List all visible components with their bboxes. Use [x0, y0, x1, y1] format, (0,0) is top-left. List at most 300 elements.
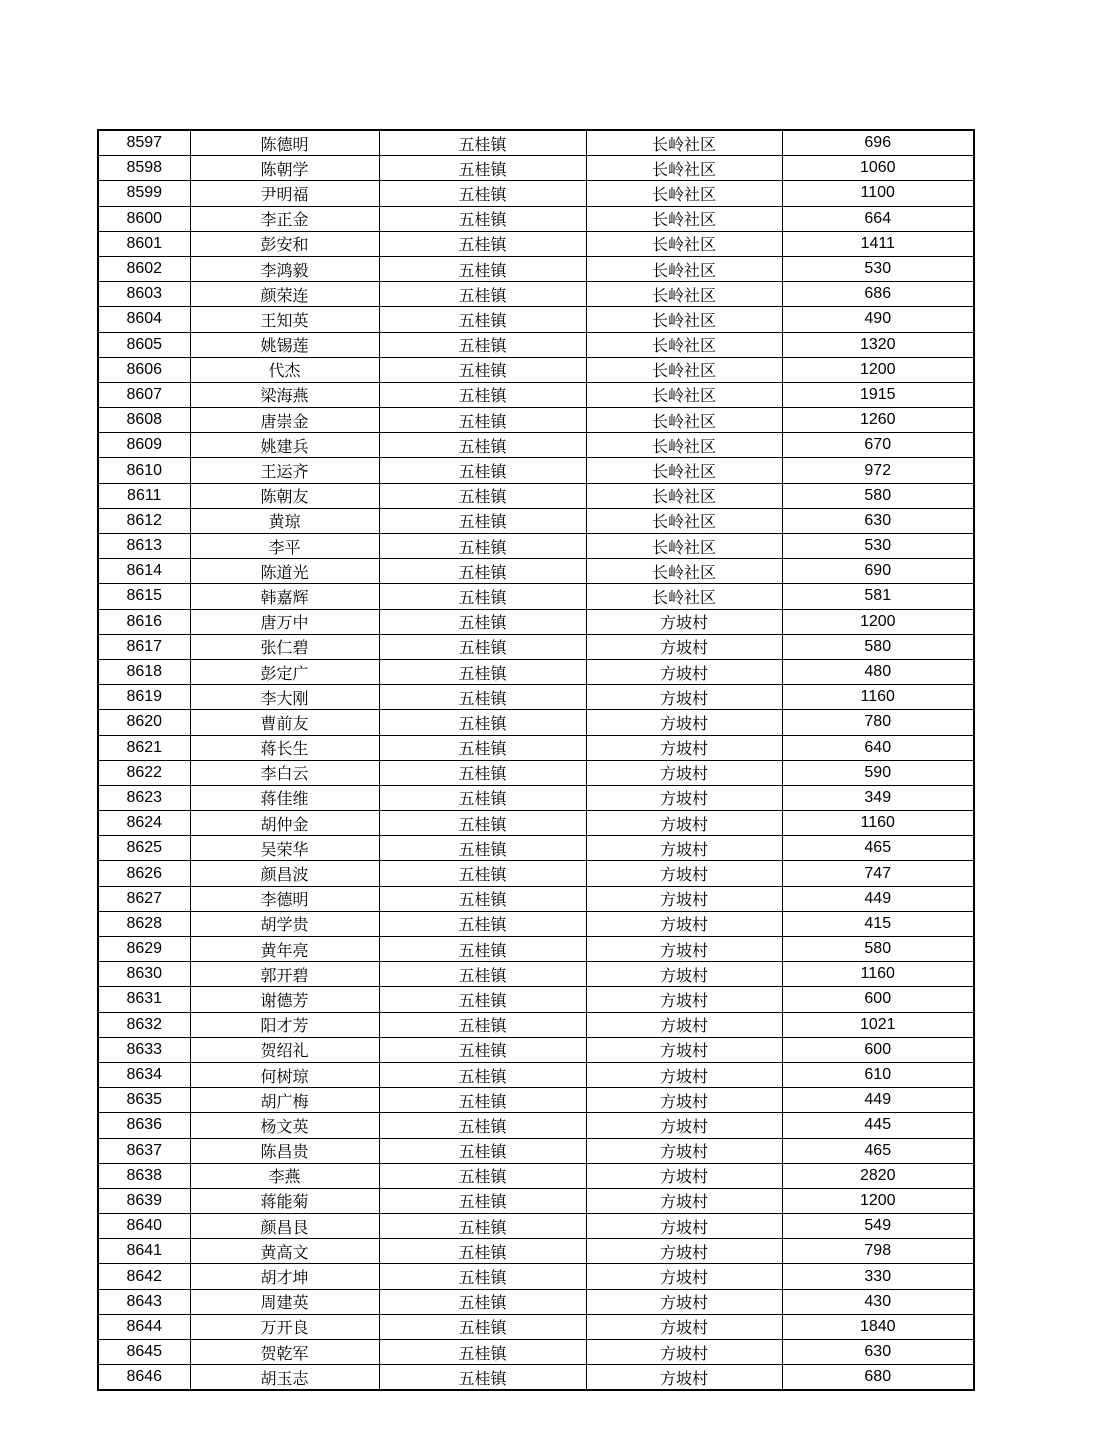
cell-town: 五桂镇 [379, 811, 586, 836]
cell-id: 8627 [98, 886, 190, 911]
cell-amount: 590 [782, 760, 974, 785]
cell-name: 吴荣华 [190, 836, 379, 861]
cell-village: 长岭社区 [586, 357, 782, 382]
table-row [98, 483, 974, 508]
cell-name: 梁海燕 [190, 382, 379, 407]
cell-id: 8643 [98, 1289, 190, 1314]
cell-id: 8618 [98, 659, 190, 684]
cell-village: 方坡村 [586, 1037, 782, 1062]
cell-village: 方坡村 [586, 987, 782, 1012]
cell-name: 李平 [190, 534, 379, 559]
cell-name: 胡玉志 [190, 1365, 379, 1391]
cell-name: 彭安和 [190, 231, 379, 256]
cell-town: 五桂镇 [379, 282, 586, 307]
cell-amount: 465 [782, 836, 974, 861]
cell-id: 8602 [98, 256, 190, 281]
cell-name: 谢德芳 [190, 987, 379, 1012]
cell-amount: 1200 [782, 1188, 974, 1213]
cell-village: 长岭社区 [586, 382, 782, 407]
table-row [98, 861, 974, 886]
cell-id: 8629 [98, 937, 190, 962]
cell-name: 陈昌贵 [190, 1138, 379, 1163]
table-row [98, 282, 974, 307]
cell-id: 8632 [98, 1012, 190, 1037]
table-row [98, 962, 974, 987]
cell-town: 五桂镇 [379, 609, 586, 634]
cell-amount: 1100 [782, 181, 974, 206]
cell-town: 五桂镇 [379, 685, 586, 710]
cell-town: 五桂镇 [379, 130, 586, 156]
cell-town: 五桂镇 [379, 357, 586, 382]
table-row [98, 1214, 974, 1239]
cell-town: 五桂镇 [379, 710, 586, 735]
cell-amount: 445 [782, 1113, 974, 1138]
cell-amount: 600 [782, 987, 974, 1012]
table-row [98, 181, 974, 206]
cell-id: 8619 [98, 685, 190, 710]
cell-village: 方坡村 [586, 1163, 782, 1188]
cell-village: 方坡村 [586, 735, 782, 760]
cell-amount: 580 [782, 937, 974, 962]
cell-name: 杨文英 [190, 1113, 379, 1138]
table-row [98, 1289, 974, 1314]
cell-village: 长岭社区 [586, 307, 782, 332]
cell-name: 李德明 [190, 886, 379, 911]
cell-town: 五桂镇 [379, 1314, 586, 1339]
cell-town: 五桂镇 [379, 231, 586, 256]
cell-village: 方坡村 [586, 886, 782, 911]
cell-town: 五桂镇 [379, 1188, 586, 1213]
cell-village: 方坡村 [586, 685, 782, 710]
cell-village: 方坡村 [586, 1314, 782, 1339]
cell-name: 郭开碧 [190, 962, 379, 987]
cell-town: 五桂镇 [379, 1113, 586, 1138]
cell-village: 长岭社区 [586, 408, 782, 433]
cell-name: 周建英 [190, 1289, 379, 1314]
table-row [98, 609, 974, 634]
cell-name: 李白云 [190, 760, 379, 785]
cell-amount: 600 [782, 1037, 974, 1062]
table-row [98, 508, 974, 533]
cell-village: 方坡村 [586, 1239, 782, 1264]
cell-id: 8644 [98, 1314, 190, 1339]
cell-amount: 640 [782, 735, 974, 760]
cell-village: 方坡村 [586, 609, 782, 634]
cell-amount: 1160 [782, 811, 974, 836]
cell-village: 方坡村 [586, 1062, 782, 1087]
cell-amount: 1840 [782, 1314, 974, 1339]
cell-town: 五桂镇 [379, 1163, 586, 1188]
cell-id: 8630 [98, 962, 190, 987]
cell-id: 8631 [98, 987, 190, 1012]
cell-name: 尹明福 [190, 181, 379, 206]
cell-name: 贺乾军 [190, 1340, 379, 1365]
cell-id: 8636 [98, 1113, 190, 1138]
cell-village: 方坡村 [586, 861, 782, 886]
cell-village: 方坡村 [586, 911, 782, 936]
cell-village: 长岭社区 [586, 534, 782, 559]
cell-town: 五桂镇 [379, 937, 586, 962]
table-row [98, 1138, 974, 1163]
cell-amount: 530 [782, 256, 974, 281]
cell-town: 五桂镇 [379, 886, 586, 911]
cell-id: 8621 [98, 735, 190, 760]
table-row [98, 659, 974, 684]
cell-name: 陈道光 [190, 559, 379, 584]
cell-amount: 490 [782, 307, 974, 332]
cell-village: 方坡村 [586, 785, 782, 810]
table-row [98, 685, 974, 710]
cell-id: 8620 [98, 710, 190, 735]
cell-name: 唐崇金 [190, 408, 379, 433]
cell-amount: 690 [782, 559, 974, 584]
cell-town: 五桂镇 [379, 659, 586, 684]
table-row [98, 886, 974, 911]
cell-id: 8604 [98, 307, 190, 332]
cell-amount: 581 [782, 584, 974, 609]
cell-village: 方坡村 [586, 1289, 782, 1314]
cell-id: 8615 [98, 584, 190, 609]
cell-id: 8608 [98, 408, 190, 433]
table-row [98, 760, 974, 785]
cell-id: 8639 [98, 1188, 190, 1213]
cell-town: 五桂镇 [379, 1062, 586, 1087]
cell-name: 陈朝学 [190, 156, 379, 181]
cell-id: 8622 [98, 760, 190, 785]
cell-name: 姚建兵 [190, 433, 379, 458]
table-row [98, 584, 974, 609]
cell-village: 长岭社区 [586, 584, 782, 609]
table-row [98, 1188, 974, 1213]
table-row [98, 458, 974, 483]
cell-amount: 1260 [782, 408, 974, 433]
cell-town: 五桂镇 [379, 458, 586, 483]
cell-name: 姚锡莲 [190, 332, 379, 357]
cell-town: 五桂镇 [379, 1012, 586, 1037]
cell-amount: 630 [782, 1340, 974, 1365]
cell-village: 方坡村 [586, 659, 782, 684]
cell-village: 长岭社区 [586, 181, 782, 206]
table-row [98, 1062, 974, 1087]
cell-town: 五桂镇 [379, 861, 586, 886]
table-row [98, 634, 974, 659]
cell-village: 方坡村 [586, 1138, 782, 1163]
cell-name: 代杰 [190, 357, 379, 382]
table-row [98, 1012, 974, 1037]
cell-name: 李正金 [190, 206, 379, 231]
cell-amount: 449 [782, 886, 974, 911]
cell-id: 8605 [98, 332, 190, 357]
cell-id: 8634 [98, 1062, 190, 1087]
cell-village: 方坡村 [586, 1340, 782, 1365]
cell-name: 蒋能菊 [190, 1188, 379, 1213]
cell-name: 李大刚 [190, 685, 379, 710]
cell-name: 阳才芳 [190, 1012, 379, 1037]
cell-name: 胡仲金 [190, 811, 379, 836]
table-row [98, 382, 974, 407]
cell-name: 颜昌艮 [190, 1214, 379, 1239]
table-row [98, 1163, 974, 1188]
cell-amount: 580 [782, 483, 974, 508]
cell-town: 五桂镇 [379, 1138, 586, 1163]
cell-amount: 610 [782, 1062, 974, 1087]
cell-id: 8599 [98, 181, 190, 206]
cell-amount: 780 [782, 710, 974, 735]
cell-id: 8612 [98, 508, 190, 533]
cell-village: 长岭社区 [586, 156, 782, 181]
cell-town: 五桂镇 [379, 508, 586, 533]
cell-amount: 680 [782, 1365, 974, 1391]
cell-id: 8598 [98, 156, 190, 181]
cell-name: 蒋长生 [190, 735, 379, 760]
cell-town: 五桂镇 [379, 735, 586, 760]
cell-id: 8609 [98, 433, 190, 458]
cell-amount: 449 [782, 1088, 974, 1113]
cell-name: 胡才坤 [190, 1264, 379, 1289]
table-row [98, 1239, 974, 1264]
cell-village: 长岭社区 [586, 256, 782, 281]
table-row [98, 1340, 974, 1365]
cell-id: 8601 [98, 231, 190, 256]
cell-name: 胡学贵 [190, 911, 379, 936]
cell-id: 8597 [98, 130, 190, 156]
cell-id: 8637 [98, 1138, 190, 1163]
cell-amount: 480 [782, 659, 974, 684]
cell-name: 张仁碧 [190, 634, 379, 659]
cell-town: 五桂镇 [379, 836, 586, 861]
cell-amount: 747 [782, 861, 974, 886]
cell-name: 唐万中 [190, 609, 379, 634]
cell-town: 五桂镇 [379, 534, 586, 559]
cell-village: 方坡村 [586, 710, 782, 735]
cell-village: 长岭社区 [586, 231, 782, 256]
cell-town: 五桂镇 [379, 332, 586, 357]
cell-town: 五桂镇 [379, 1289, 586, 1314]
table-row [98, 710, 974, 735]
cell-name: 黄琼 [190, 508, 379, 533]
cell-amount: 686 [782, 282, 974, 307]
cell-village: 方坡村 [586, 1113, 782, 1138]
table-row [98, 130, 974, 156]
cell-town: 五桂镇 [379, 559, 586, 584]
cell-village: 长岭社区 [586, 282, 782, 307]
cell-name: 李燕 [190, 1163, 379, 1188]
cell-town: 五桂镇 [379, 1037, 586, 1062]
cell-town: 五桂镇 [379, 1214, 586, 1239]
cell-village: 长岭社区 [586, 433, 782, 458]
table-row [98, 785, 974, 810]
cell-name: 何树琼 [190, 1062, 379, 1087]
cell-amount: 670 [782, 433, 974, 458]
cell-village: 长岭社区 [586, 483, 782, 508]
cell-amount: 1411 [782, 231, 974, 256]
cell-village: 方坡村 [586, 937, 782, 962]
cell-name: 贺绍礼 [190, 1037, 379, 1062]
cell-amount: 1320 [782, 332, 974, 357]
cell-amount: 1160 [782, 962, 974, 987]
cell-town: 五桂镇 [379, 382, 586, 407]
cell-town: 五桂镇 [379, 1264, 586, 1289]
cell-village: 长岭社区 [586, 332, 782, 357]
cell-town: 五桂镇 [379, 1239, 586, 1264]
cell-id: 8624 [98, 811, 190, 836]
cell-name: 韩嘉辉 [190, 584, 379, 609]
cell-id: 8603 [98, 282, 190, 307]
cell-town: 五桂镇 [379, 760, 586, 785]
cell-id: 8625 [98, 836, 190, 861]
cell-name: 王知英 [190, 307, 379, 332]
data-table [97, 129, 975, 1391]
cell-village: 方坡村 [586, 1365, 782, 1391]
cell-name: 陈朝友 [190, 483, 379, 508]
table-row [98, 559, 974, 584]
cell-id: 8613 [98, 534, 190, 559]
cell-town: 五桂镇 [379, 1340, 586, 1365]
cell-amount: 2820 [782, 1163, 974, 1188]
table-row [98, 1365, 974, 1391]
cell-town: 五桂镇 [379, 156, 586, 181]
table-body [98, 130, 974, 1390]
cell-village: 方坡村 [586, 1012, 782, 1037]
table-row [98, 911, 974, 936]
cell-name: 黄高文 [190, 1239, 379, 1264]
table-row [98, 408, 974, 433]
cell-name: 李鸿毅 [190, 256, 379, 281]
table-row [98, 156, 974, 181]
cell-village: 长岭社区 [586, 130, 782, 156]
cell-town: 五桂镇 [379, 181, 586, 206]
cell-town: 五桂镇 [379, 911, 586, 936]
cell-amount: 664 [782, 206, 974, 231]
cell-village: 方坡村 [586, 962, 782, 987]
cell-village: 方坡村 [586, 1214, 782, 1239]
cell-amount: 330 [782, 1264, 974, 1289]
cell-amount: 1060 [782, 156, 974, 181]
cell-name: 蒋佳维 [190, 785, 379, 810]
cell-id: 8640 [98, 1214, 190, 1239]
cell-amount: 1021 [782, 1012, 974, 1037]
cell-id: 8635 [98, 1088, 190, 1113]
cell-amount: 1915 [782, 382, 974, 407]
table-row [98, 433, 974, 458]
table-row [98, 332, 974, 357]
cell-name: 彭定广 [190, 659, 379, 684]
cell-id: 8614 [98, 559, 190, 584]
cell-village: 长岭社区 [586, 508, 782, 533]
table-row [98, 307, 974, 332]
cell-name: 黄年亮 [190, 937, 379, 962]
cell-town: 五桂镇 [379, 584, 586, 609]
table-row [98, 836, 974, 861]
cell-amount: 549 [782, 1214, 974, 1239]
cell-id: 8642 [98, 1264, 190, 1289]
cell-town: 五桂镇 [379, 206, 586, 231]
cell-id: 8616 [98, 609, 190, 634]
cell-amount: 696 [782, 130, 974, 156]
cell-id: 8628 [98, 911, 190, 936]
cell-id: 8646 [98, 1365, 190, 1391]
cell-amount: 972 [782, 458, 974, 483]
cell-town: 五桂镇 [379, 987, 586, 1012]
cell-town: 五桂镇 [379, 256, 586, 281]
cell-id: 8607 [98, 382, 190, 407]
table-row [98, 206, 974, 231]
table-row [98, 534, 974, 559]
cell-id: 8645 [98, 1340, 190, 1365]
cell-amount: 580 [782, 634, 974, 659]
cell-village: 长岭社区 [586, 206, 782, 231]
cell-id: 8617 [98, 634, 190, 659]
cell-name: 王运齐 [190, 458, 379, 483]
cell-name: 胡广梅 [190, 1088, 379, 1113]
cell-amount: 415 [782, 911, 974, 936]
cell-town: 五桂镇 [379, 1088, 586, 1113]
cell-amount: 1200 [782, 357, 974, 382]
cell-town: 五桂镇 [379, 307, 586, 332]
table-row [98, 1264, 974, 1289]
cell-amount: 465 [782, 1138, 974, 1163]
table-row [98, 1037, 974, 1062]
cell-amount: 630 [782, 508, 974, 533]
cell-name: 陈德明 [190, 130, 379, 156]
cell-id: 8600 [98, 206, 190, 231]
cell-amount: 349 [782, 785, 974, 810]
table-row [98, 1314, 974, 1339]
cell-id: 8610 [98, 458, 190, 483]
cell-id: 8633 [98, 1037, 190, 1062]
cell-town: 五桂镇 [379, 1365, 586, 1391]
cell-village: 方坡村 [586, 836, 782, 861]
cell-village: 方坡村 [586, 1088, 782, 1113]
table-row [98, 811, 974, 836]
table-row [98, 1113, 974, 1138]
cell-amount: 430 [782, 1289, 974, 1314]
cell-id: 8606 [98, 357, 190, 382]
cell-name: 颜昌波 [190, 861, 379, 886]
cell-id: 8611 [98, 483, 190, 508]
cell-name: 曹前友 [190, 710, 379, 735]
table-row [98, 231, 974, 256]
table-row [98, 1088, 974, 1113]
cell-village: 长岭社区 [586, 458, 782, 483]
cell-town: 五桂镇 [379, 962, 586, 987]
table-row [98, 987, 974, 1012]
cell-id: 8623 [98, 785, 190, 810]
cell-town: 五桂镇 [379, 408, 586, 433]
cell-town: 五桂镇 [379, 634, 586, 659]
table-row [98, 256, 974, 281]
cell-name: 颜荣连 [190, 282, 379, 307]
cell-amount: 1160 [782, 685, 974, 710]
table-row [98, 735, 974, 760]
table-row [98, 937, 974, 962]
table-row [98, 357, 974, 382]
cell-id: 8626 [98, 861, 190, 886]
cell-amount: 798 [782, 1239, 974, 1264]
cell-town: 五桂镇 [379, 785, 586, 810]
cell-amount: 1200 [782, 609, 974, 634]
cell-village: 方坡村 [586, 760, 782, 785]
cell-name: 万开良 [190, 1314, 379, 1339]
cell-town: 五桂镇 [379, 483, 586, 508]
cell-village: 方坡村 [586, 811, 782, 836]
cell-amount: 530 [782, 534, 974, 559]
cell-id: 8638 [98, 1163, 190, 1188]
cell-village: 长岭社区 [586, 559, 782, 584]
cell-town: 五桂镇 [379, 433, 586, 458]
cell-village: 方坡村 [586, 634, 782, 659]
cell-id: 8641 [98, 1239, 190, 1264]
